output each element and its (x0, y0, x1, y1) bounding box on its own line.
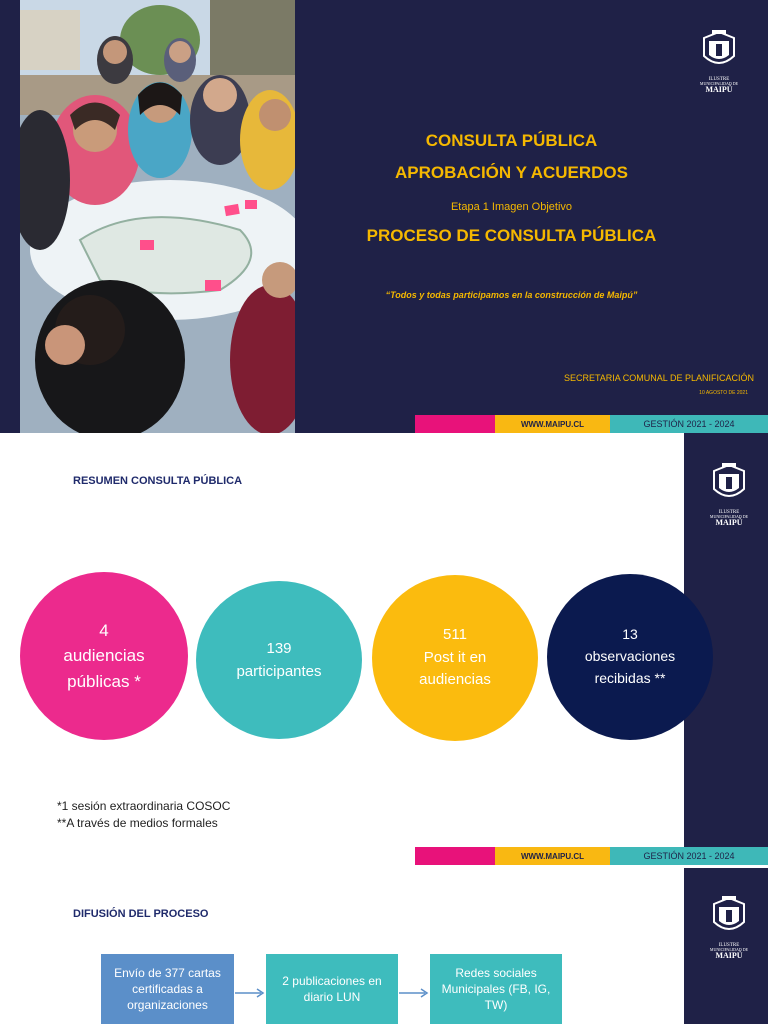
footer-period: GESTIÓN 2021 - 2024 (610, 847, 768, 865)
stat-number: 139 (266, 639, 292, 657)
logo-line3: MAIPÚ (715, 951, 743, 960)
department-name: SECRETARIA COMUNAL DE PLANIFICACIÓN (563, 373, 754, 383)
stat-label: participantes (236, 663, 322, 680)
arrow-right-icon (399, 988, 429, 998)
stat-label: públicas * (67, 671, 141, 691)
stat-label: audiencias (63, 646, 145, 666)
logo-line3: MAIPÚ (715, 518, 743, 527)
quote: “Todos y todas participamos en la construcción de Maipú” (385, 290, 638, 300)
title-line3: PROCESO DE CONSULTA PÚBLICA (366, 226, 657, 245)
footer-website[interactable]: WWW.MAIPU.CL (495, 847, 610, 865)
logo-line2: MUNICIPALIDAD DE (699, 81, 739, 86)
footer-period: GESTIÓN 2021 - 2024 (610, 415, 768, 433)
logo-line1: ILUSTRE (708, 77, 730, 82)
municipality-logo (704, 896, 754, 966)
date: 10 AGOSTO DE 2021 (699, 390, 748, 396)
stat-circle-observaciones (547, 574, 713, 740)
logo-line3: MAIPÚ (705, 85, 733, 94)
logo-line2: MUNICIPALIDAD DE (709, 947, 749, 952)
coat-of-arms-icon (704, 896, 754, 936)
stat-circle-audiencias (20, 572, 188, 740)
subtitle: Etapa 1 Imagen Objetivo (450, 201, 573, 213)
community-meeting-photo (20, 0, 295, 433)
coat-of-arms-icon (704, 463, 754, 503)
stat-number: 4 (99, 620, 109, 640)
process-step-letters: Envío de 377 cartas certificadas a organizaciones (101, 954, 234, 1024)
stat-label: recibidas ** (594, 669, 666, 686)
footer-website[interactable]: WWW.MAIPU.CL (495, 415, 610, 433)
stat-number: 511 (443, 626, 467, 644)
footer-bar (415, 415, 768, 433)
logo-line2: MUNICIPALIDAD DE (709, 514, 749, 519)
summary-slide (0, 433, 768, 868)
footer-pink-segment (415, 415, 495, 433)
logo-line1: ILUSTRE (718, 943, 740, 948)
stat-circle-participantes (196, 581, 362, 739)
left-border (0, 0, 20, 433)
diffusion-slide (0, 868, 768, 1024)
title-line1: CONSULTA PÚBLICA (425, 131, 598, 150)
stat-label: observaciones (584, 648, 676, 665)
stat-number: 13 (622, 626, 638, 643)
footnote-2: **A través de medios formales (57, 816, 218, 830)
stat-label: Post it en (423, 648, 487, 666)
stat-circle-post-it (372, 575, 538, 741)
coat-of-arms-icon (694, 30, 744, 70)
process-step-social-media: Redes sociales Municipales (FB, IG, TW) (430, 954, 562, 1024)
stat-label: audiencias (419, 671, 491, 689)
municipality-logo (694, 30, 744, 100)
footer-pink-segment (415, 847, 495, 865)
section-title: DIFUSIÓN DEL PROCESO (73, 908, 209, 920)
municipality-logo (704, 463, 754, 533)
logo-line1: ILUSTRE (718, 510, 740, 515)
title-line2: APROBACIÓN Y ACUERDOS (395, 163, 628, 182)
title-slide (0, 0, 768, 433)
process-step-newspaper: 2 publicaciones en diario LUN (266, 954, 398, 1024)
arrow-right-icon (235, 988, 265, 998)
footnote-1: *1 sesión extraordinaria COSOC (57, 799, 231, 813)
footer-bar (415, 847, 768, 865)
section-title: RESUMEN CONSULTA PÚBLICA (73, 475, 243, 487)
